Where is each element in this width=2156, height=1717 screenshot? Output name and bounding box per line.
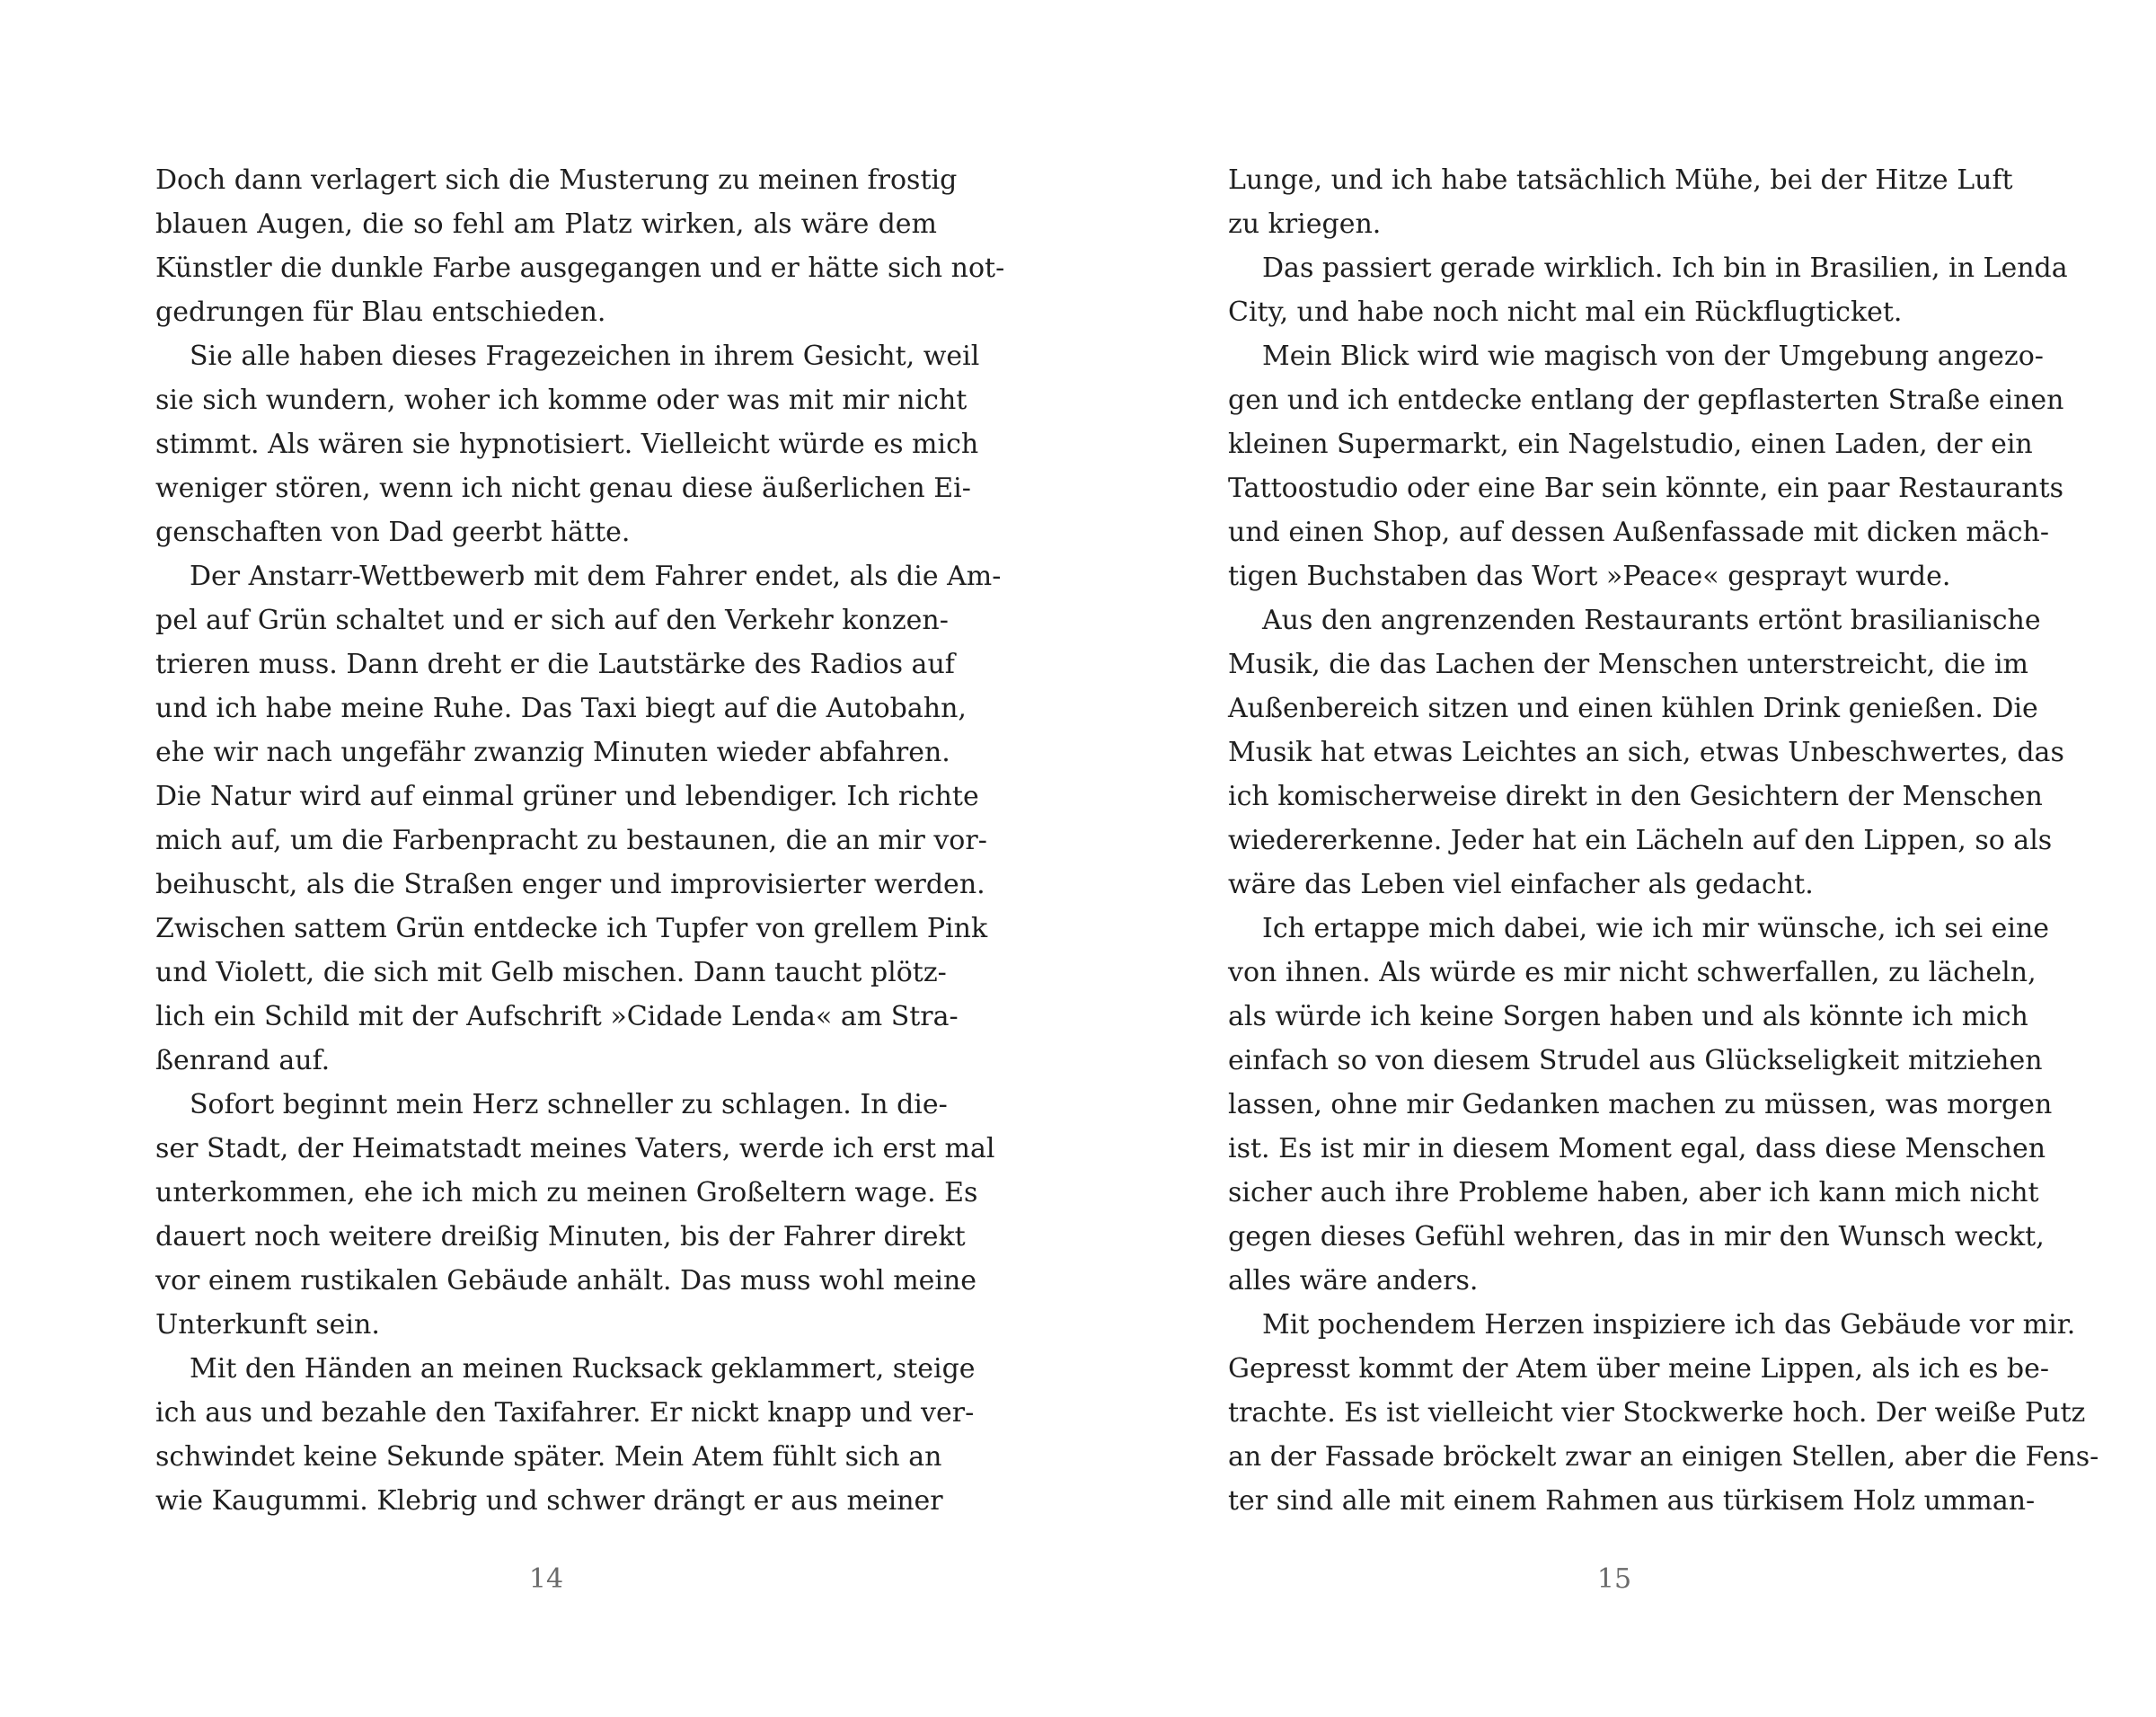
text-line: Doch dann verlagert sich die Musterung zu meinen frostig: [155, 164, 958, 196]
text-line: Ich ertappe mich dabei, wie ich mir wünsche, ich sei eine: [1262, 913, 2050, 944]
text-line: Aus den angrenzenden Restaurants ertönt brasilianische: [1262, 605, 2041, 636]
text-line: und Violett, die sich mit Gelb mischen. Dann taucht plötz-: [155, 957, 947, 988]
text-line: als würde ich keine Sorgen haben und als könnte ich mich: [1228, 1001, 2028, 1032]
text-line: ter sind alle mit einem Rahmen aus türkisem Holz umman-: [1228, 1485, 2036, 1517]
text-line: ist. Es ist mir in diesem Moment egal, dass diese Menschen: [1228, 1133, 2046, 1164]
text-line: lich ein Schild mit der Aufschrift »Cidade Lenda« am Stra-: [155, 1001, 959, 1032]
text-line: Tattoostudio oder eine Bar sein könnte, ein paar Restaurants: [1228, 473, 2064, 504]
text-line: Musik, die das Lachen der Menschen unterstreicht, die im: [1228, 649, 2029, 680]
text-line: genschaften von Dad geerbt hätte.: [155, 517, 631, 548]
text-line: wäre das Leben viel einfacher als gedacht.: [1228, 869, 1814, 900]
text-line: stimmt. Als wären sie hypnotisiert. Vielleicht würde es mich: [155, 429, 979, 460]
text-line: einfach so von diesem Strudel aus Glückseligkeit mitziehen: [1228, 1045, 2043, 1076]
text-line: Künstler die dunkle Farbe ausgegangen und er hätte sich not-: [155, 252, 1005, 284]
text-line: wiedererkenne. Jeder hat ein Lächeln auf den Lippen, so als: [1228, 825, 2053, 856]
text-line: kleinen Supermarkt, ein Nagelstudio, einen Laden, der ein: [1228, 429, 2033, 460]
text-line: ehe wir nach ungefähr zwanzig Minuten wieder abfahren.: [155, 737, 950, 768]
text-line: ich komischerweise direkt in den Gesichtern der Menschen: [1228, 781, 2043, 812]
text-line: und einen Shop, auf dessen Außenfassade mit dicken mäch-: [1228, 517, 2049, 548]
text-line: an der Fassade bröckelt zwar an einigen Stellen, aber die Fens-: [1228, 1441, 2099, 1473]
text-line: Lunge, und ich habe tatsächlich Mühe, bei der Hitze Luft: [1228, 164, 2013, 196]
text-line: Musik hat etwas Leichtes an sich, etwas Unbeschwertes, das: [1228, 737, 2064, 768]
text-line: trachte. Es ist vielleicht vier Stockwerke hoch. Der weiße Putz: [1228, 1397, 2086, 1429]
text-line: Mit pochendem Herzen inspiziere ich das Gebäude vor mir.: [1262, 1309, 2076, 1341]
text-line: beihuscht, als die Straßen enger und improvisierter werden.: [155, 869, 985, 900]
text-line: wie Kaugummi. Klebrig und schwer drängt er aus meiner: [155, 1485, 943, 1517]
text-line: Sofort beginnt mein Herz schneller zu schlagen. In die-: [190, 1089, 948, 1120]
text-line: Mein Blick wird wie magisch von der Umgebung angezo-: [1262, 341, 2044, 372]
text-line: alles wäre anders.: [1228, 1265, 1479, 1297]
text-line: und ich habe meine Ruhe. Das Taxi biegt auf die Autobahn,: [155, 693, 967, 724]
text-line: weniger stören, wenn ich nicht genau diese äußerlichen Ei-: [155, 473, 971, 504]
text-line: sicher auch ihre Probleme haben, aber ich kann mich nicht: [1228, 1177, 2039, 1208]
left-page-number: 14: [528, 1563, 564, 1595]
text-line: lassen, ohne mir Gedanken machen zu müssen, was morgen: [1228, 1089, 2053, 1120]
text-line: von ihnen. Als würde es mir nicht schwerfallen, zu lächeln,: [1228, 957, 2037, 988]
text-line: Sie alle haben dieses Fragezeichen in ihrem Gesicht, weil: [190, 341, 980, 372]
text-line: gegen dieses Gefühl wehren, das in mir den Wunsch weckt,: [1228, 1221, 2045, 1252]
text-line: Gepresst kommt der Atem über meine Lippen, als ich es be-: [1228, 1353, 2049, 1385]
text-line: Mit den Händen an meinen Rucksack geklammert, steige: [190, 1353, 976, 1385]
text-line: mich auf, um die Farbenpracht zu bestaunen, die an mir vor-: [155, 825, 987, 856]
text-line: pel auf Grün schaltet und er sich auf den Verkehr konzen-: [155, 605, 949, 636]
right-page-text: [1228, 158, 2099, 1523]
text-line: ser Stadt, der Heimatstadt meines Vaters, werde ich erst mal: [155, 1133, 995, 1164]
text-line: unterkommen, ehe ich mich zu meinen Großeltern wage. Es: [155, 1177, 978, 1208]
text-line: Unterkunft sein.: [155, 1309, 380, 1341]
text-line: vor einem rustikalen Gebäude anhält. Das muss wohl meine: [155, 1265, 977, 1297]
text-line: zu kriegen.: [1228, 208, 1382, 240]
text-line: gen und ich entdecke entlang der gepflasterten Straße einen: [1228, 385, 2064, 416]
right-page: [1078, 0, 2156, 1717]
text-line: dauert noch weitere dreißig Minuten, bis der Fahrer direkt: [155, 1221, 966, 1252]
text-line: Das passiert gerade wirklich. Ich bin in Brasilien, in Lenda: [1262, 252, 2068, 284]
text-line: schwindet keine Sekunde später. Mein Atem fühlt sich an: [155, 1441, 942, 1473]
text-line: sie sich wundern, woher ich komme oder was mit mir nicht: [155, 385, 968, 416]
text-line: Zwischen sattem Grün entdecke ich Tupfer von grellem Pink: [155, 913, 988, 944]
text-line: Die Natur wird auf einmal grüner und lebendiger. Ich richte: [155, 781, 979, 812]
text-line: gedrungen für Blau entschieden.: [155, 296, 606, 328]
text-line: ßenrand auf.: [155, 1045, 331, 1076]
text-line: Außenbereich sitzen und einen kühlen Drink genießen. Die: [1228, 693, 2038, 724]
text-line: tigen Buchstaben das Wort »Peace« gesprayt wurde.: [1228, 561, 1951, 592]
text-line: trieren muss. Dann dreht er die Lautstärke des Radios auf: [155, 649, 955, 680]
left-page-text: [155, 158, 1005, 1523]
text-line: City, und habe noch nicht mal ein Rückflugticket.: [1228, 296, 1903, 328]
text-line: ich aus und bezahle den Taxifahrer. Er nickt knapp und ver-: [155, 1397, 975, 1429]
text-line: blauen Augen, die so fehl am Platz wirken, als wäre dem: [155, 208, 937, 240]
text-line: Der Anstarr-Wettbewerb mit dem Fahrer endet, als die Am-: [190, 561, 1002, 592]
right-page-number: 15: [1596, 1563, 1632, 1595]
